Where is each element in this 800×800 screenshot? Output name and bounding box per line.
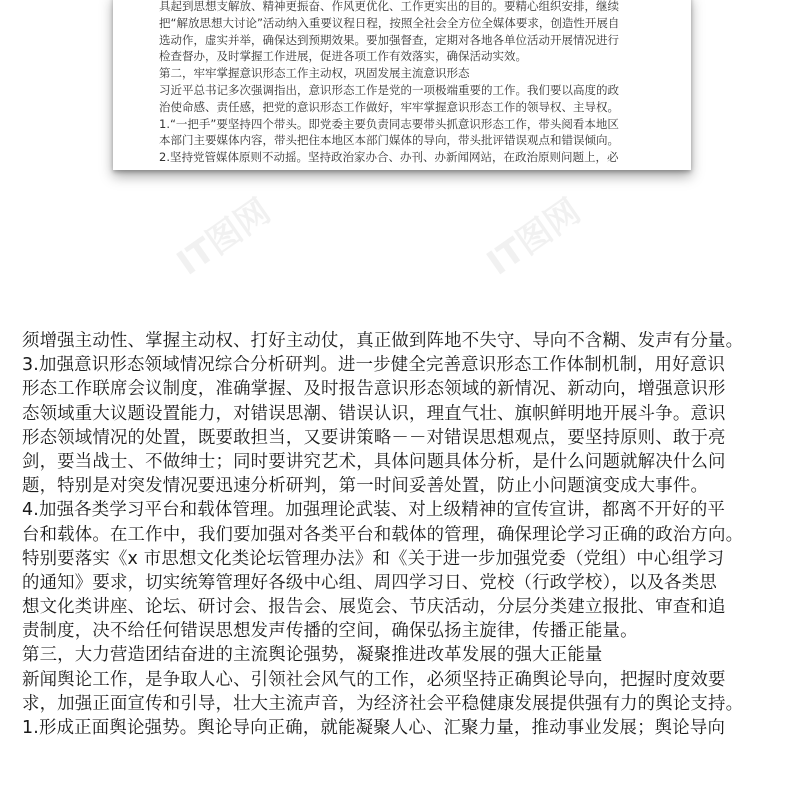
preview-line: 把“解放思想大讨论”活动纳入重要议程日程，按照全社会全方位全媒体要求，创造性开展自 bbox=[159, 15, 620, 30]
preview-line: 本部门主要媒体内容，带头把住本地区本部门媒体的导向，带头批评错误观点和错误倾向。 bbox=[159, 133, 619, 148]
watermark-text: IT图网 bbox=[169, 191, 278, 284]
body-line: 责制度，决不给任何错误思想发声传播的空间，确保弘扬主旋律，传播正能量。 bbox=[22, 621, 638, 642]
preview-text-block bbox=[159, 0, 669, 166]
body-line: 题，特别是对突发情况要迅速分析研判，第一时间妥善处置，防止小问题演变成大事件。 bbox=[22, 476, 709, 497]
body-line: 特别要落实《x 市思想文化类论坛管理办法》和《关于进一步加强党委（党组）中心组学习 bbox=[22, 548, 725, 569]
body-line: 剑，要当战士、不做绅士；同时要讲究艺术，具体问题具体分析，是什么问题就解决什么问 bbox=[22, 451, 726, 472]
body-line: 3.加强意识形态领域情况综合分析研判。进一步健全完善意识形态工作体制机制，用好意识 bbox=[22, 355, 726, 376]
preview-line: 习近平总书记多次强调指出，意识形态工作是党的一项极端重要的工作。我们要以高度的政 bbox=[159, 82, 619, 97]
preview-line: 第二，牢牢掌握意识形态工作主动权，巩固发展主流意识形态 bbox=[159, 66, 470, 81]
body-line: 求，加强正面宣传和引导，壮大主流声音，为经济社会平稳健康发展提供强有力的舆论支持。 bbox=[22, 693, 744, 714]
preview-line: 选动作，虚实并举，确保达到预期效果。要加强督查，定期对各地各单位活动开展情况进行 bbox=[159, 32, 619, 47]
document-preview-card bbox=[113, 0, 691, 170]
body-line: 态领域重大议题设置能力，对错误思潮、错误认识，理直气壮、旗帜鲜明地开展斗争。意识 bbox=[22, 403, 726, 424]
body-line: 形态领域情况的处置，既要敢担当，又要讲策略－－对错误思想观点，要坚持原则、敢于亮 bbox=[22, 427, 726, 448]
watermark-text: IT图网 bbox=[479, 191, 588, 284]
body-line: 新闻舆论工作，是争取人心、引领社会风气的工作，必须坚持正确舆论导向，把握时度效要 bbox=[22, 669, 726, 690]
body-line: 想文化类讲座、论坛、研讨会、报告会、展览会、节庆活动，分层分类建立报批、审查和追 bbox=[22, 597, 726, 618]
preview-line: 1.“一把手”要坚持四个带头。即党委主要负责同志要带头抓意识形态工作，带头阅看本地区 bbox=[159, 116, 619, 131]
preview-line: 治使命感、责任感，把党的意识形态工作做好，牢牢掌握意识形态工作的领导权、主导权。 bbox=[159, 99, 619, 114]
document-body-text bbox=[22, 329, 782, 740]
body-line: 1.形成正面舆论强势。舆论导向正确，就能凝聚人心、汇聚力量，推动事业发展；舆论导向 bbox=[22, 718, 726, 738]
body-line: 台和载体。在工作中，我们要加强对各类平台和载体的管理，确保理论学习正确的政治方向。 bbox=[22, 524, 744, 545]
preview-line: 具起到思想支解放、精神更振奋、作风更优化、工作更实出的目的。要精心组织安排，继续 bbox=[159, 0, 619, 13]
body-line: 须增强主动性、掌握主动权、打好主动仗，真正做到阵地不失守、导向不含糊、发声有分量。 bbox=[22, 331, 744, 351]
body-line: 第三，大力营造团结奋进的主流舆论强势，凝聚推进改革发展的强大正能量 bbox=[22, 645, 603, 666]
body-line: 4.加强各类学习平台和载体管理。加强理论武装、对上级精神的宣传宣讲，都离不开好的平 bbox=[22, 500, 726, 521]
body-line: 的通知》要求，切实统筹管理好各级中心组、周四学习日、党校（行政学校），以及各类思 bbox=[22, 572, 717, 593]
body-line: 形态工作联席会议制度，准确掌握、及时报告意识形态领域的新情况、新动向，增强意识形 bbox=[22, 379, 726, 400]
preview-line: 检查督办，及时掌握工作进展，促进各项工作有效落实，确保活动实效。 bbox=[159, 49, 527, 64]
preview-line: 2.坚持党管媒体原则不动摇。坚持政治家办合、办刊、办新闻网站，在政治原则问题上，必 bbox=[159, 150, 619, 165]
